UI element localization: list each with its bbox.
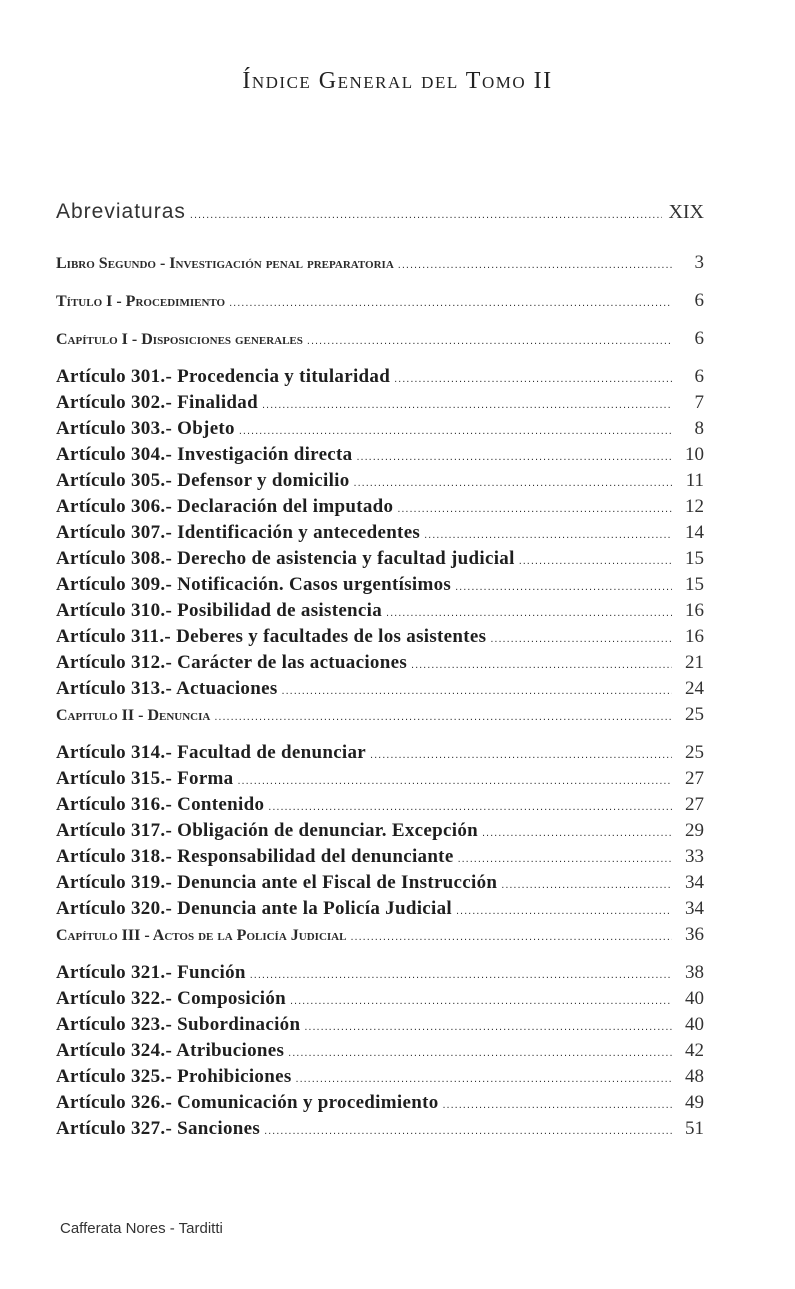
- toc-page-number: 10: [685, 444, 704, 465]
- toc-page-number: 12: [685, 496, 704, 517]
- toc-page-number: 11: [685, 470, 704, 491]
- dot-leader: [229, 297, 672, 309]
- table-of-contents: [56, 200, 704, 1144]
- page-title: Índice General del Tomo II: [242, 68, 553, 94]
- toc-page-number: 42: [685, 1040, 704, 1061]
- dot-leader: [424, 529, 672, 541]
- dot-leader: [350, 931, 672, 943]
- toc-article-entry[interactable]: [56, 846, 704, 872]
- dot-leader: [397, 503, 672, 515]
- toc-label: Artículo 312.- Carácter de las actuaciones: [56, 652, 408, 673]
- toc-page-number: 15: [685, 574, 704, 595]
- toc-label: Artículo 315.- Forma: [56, 768, 234, 789]
- dot-leader: [214, 711, 672, 723]
- toc-page-number: 21: [685, 652, 704, 673]
- toc-label: Artículo 318.- Responsabilidad del denunciante: [56, 846, 454, 867]
- toc-page-number: 7: [694, 392, 704, 413]
- toc-page-number: 25: [685, 704, 704, 725]
- toc-page-number: 16: [685, 626, 704, 647]
- dot-leader: [307, 335, 672, 347]
- toc-page-number: 48: [685, 1066, 704, 1087]
- toc-label: Artículo 305.- Defensor y domicilio: [56, 470, 350, 491]
- toc-page-number: 27: [685, 794, 704, 815]
- toc-article-entry[interactable]: [56, 1066, 704, 1092]
- toc-label: Artículo 306.- Declaración del imputado: [56, 496, 394, 517]
- toc-page-number: 36: [685, 924, 704, 945]
- toc-article-entry[interactable]: [56, 742, 704, 768]
- toc-page-number: 40: [685, 988, 704, 1009]
- toc-article-entry[interactable]: [56, 872, 704, 898]
- toc-article-entry[interactable]: [56, 626, 704, 652]
- toc-label: Abreviaturas: [56, 200, 186, 223]
- toc-label: Artículo 313.- Actuaciones: [56, 678, 278, 699]
- dot-leader: [282, 685, 672, 697]
- toc-section-heading[interactable]: [56, 252, 704, 290]
- dot-leader: [386, 607, 672, 619]
- dot-leader: [490, 633, 672, 645]
- toc-page-number: 33: [685, 846, 704, 867]
- toc-label: Artículo 303.- Objeto: [56, 418, 235, 439]
- dot-leader: [264, 1125, 672, 1137]
- toc-article-entry[interactable]: [56, 600, 704, 626]
- toc-page-number: XIX: [668, 201, 704, 223]
- toc-page-number: 6: [694, 290, 704, 311]
- toc-label: Artículo 302.- Finalidad: [56, 392, 258, 413]
- toc-label: Artículo 309.- Notificación. Casos urgentísimos: [56, 574, 452, 595]
- toc-label: Capítulo I - Disposiciones generales: [56, 331, 303, 348]
- dot-leader: [519, 555, 672, 567]
- toc-article-entry[interactable]: [56, 366, 704, 392]
- toc-label: Artículo 327.- Sanciones: [56, 1118, 261, 1139]
- toc-page-number: 14: [685, 522, 704, 543]
- dot-leader: [239, 425, 672, 437]
- toc-article-entry[interactable]: [56, 1118, 704, 1144]
- toc-page-number: 3: [694, 252, 704, 273]
- dot-leader: [411, 659, 672, 671]
- toc-label: Artículo 310.- Posibilidad de asistencia: [56, 600, 383, 621]
- dot-leader: [458, 853, 672, 865]
- dot-leader: [237, 775, 672, 787]
- toc-page-number: 34: [685, 872, 704, 893]
- toc-label: Artículo 314.- Facultad de denunciar: [56, 742, 367, 763]
- toc-article-entry[interactable]: [56, 820, 704, 846]
- toc-abbreviations[interactable]: [56, 200, 704, 234]
- toc-article-entry[interactable]: [56, 768, 704, 794]
- dot-leader: [456, 905, 672, 917]
- dot-leader: [501, 879, 672, 891]
- dot-leader: [296, 1073, 672, 1085]
- toc-article-entry[interactable]: [56, 962, 704, 988]
- toc-label: Libro Segundo - Investigación penal preparatoria: [56, 255, 394, 272]
- toc-label: Artículo 325.- Prohibiciones: [56, 1066, 292, 1087]
- toc-page-number: 16: [685, 600, 704, 621]
- toc-article-entry[interactable]: [56, 898, 704, 924]
- toc-page-number: 15: [685, 548, 704, 569]
- toc-page-number: 38: [685, 962, 704, 983]
- toc-page-number: 51: [685, 1118, 704, 1139]
- dot-leader: [262, 399, 672, 411]
- toc-page-number: 6: [694, 328, 704, 349]
- toc-label: Artículo 317.- Obligación de denunciar. Excepción: [56, 820, 478, 841]
- toc-label: Artículo 323.- Subordinación: [56, 1014, 301, 1035]
- toc-page-number: 40: [685, 1014, 704, 1035]
- dot-leader: [304, 1021, 672, 1033]
- dot-leader: [482, 827, 672, 839]
- toc-page-number: 6: [694, 366, 704, 387]
- toc-label: Capítulo III - Actos de la Policía Judicial: [56, 927, 347, 944]
- footer-authors: Cafferata Nores - Tarditti: [60, 1220, 223, 1237]
- toc-label: Artículo 319.- Denuncia ante el Fiscal de Instrucción: [56, 872, 498, 893]
- dot-leader: [356, 451, 672, 463]
- toc-section-heading[interactable]: [56, 924, 704, 962]
- toc-article-entry[interactable]: [56, 988, 704, 1014]
- toc-article-entry[interactable]: [56, 678, 704, 704]
- toc-label: Artículo 322.- Composición: [56, 988, 286, 1009]
- toc-article-entry[interactable]: [56, 470, 704, 496]
- toc-article-entry[interactable]: [56, 1014, 704, 1040]
- toc-article-entry[interactable]: [56, 1040, 704, 1066]
- toc-label: Artículo 324.- Atribuciones: [56, 1040, 285, 1061]
- toc-article-entry[interactable]: [56, 418, 704, 444]
- toc-label: Artículo 308.- Derecho de asistencia y facultad judicial: [56, 548, 515, 569]
- toc-article-entry[interactable]: [56, 496, 704, 522]
- toc-label: Artículo 321.- Función: [56, 962, 246, 983]
- dot-leader: [190, 209, 663, 221]
- toc-label: Artículo 316.- Contenido: [56, 794, 265, 815]
- dot-leader: [398, 259, 672, 271]
- toc-page-number: 27: [685, 768, 704, 789]
- toc-page-number: 34: [685, 898, 704, 919]
- toc-article-entry[interactable]: [56, 652, 704, 678]
- dot-leader: [290, 995, 672, 1007]
- toc-article-entry[interactable]: [56, 574, 704, 600]
- toc-page-number: 49: [685, 1092, 704, 1113]
- toc-article-entry[interactable]: [56, 548, 704, 574]
- dot-leader: [250, 969, 672, 981]
- dot-leader: [370, 749, 672, 761]
- toc-label: Artículo 304.- Investigación directa: [56, 444, 353, 465]
- toc-label: Artículo 307.- Identificación y antecedentes: [56, 522, 421, 543]
- toc-label: Título I - Procedimiento: [56, 293, 226, 310]
- dot-leader: [288, 1047, 672, 1059]
- toc-article-entry[interactable]: [56, 392, 704, 418]
- toc-label: Capitulo II - Denuncia: [56, 707, 211, 724]
- toc-label: Artículo 301.- Procedencia y titularidad: [56, 366, 391, 387]
- dot-leader: [443, 1099, 673, 1111]
- toc-label: Artículo 326.- Comunicación y procedimiento: [56, 1092, 439, 1113]
- toc-entries: [56, 252, 704, 1144]
- toc-page-number: 24: [685, 678, 704, 699]
- toc-article-entry[interactable]: [56, 522, 704, 548]
- dot-leader: [354, 477, 672, 489]
- toc-article-entry[interactable]: [56, 1092, 704, 1118]
- toc-page-number: 25: [685, 742, 704, 763]
- toc-page-number: 8: [694, 418, 704, 439]
- dot-leader: [455, 581, 672, 593]
- dot-leader: [268, 801, 672, 813]
- toc-label: Artículo 311.- Deberes y facultades de los asistentes: [56, 626, 487, 647]
- toc-article-entry[interactable]: [56, 444, 704, 470]
- toc-article-entry[interactable]: [56, 794, 704, 820]
- toc-section-heading[interactable]: [56, 290, 704, 328]
- toc-page-number: 29: [685, 820, 704, 841]
- toc-label: Artículo 320.- Denuncia ante la Policía Judicial: [56, 898, 452, 919]
- dot-leader: [394, 373, 672, 385]
- toc-section-heading[interactable]: [56, 704, 704, 742]
- toc-section-heading[interactable]: [56, 328, 704, 366]
